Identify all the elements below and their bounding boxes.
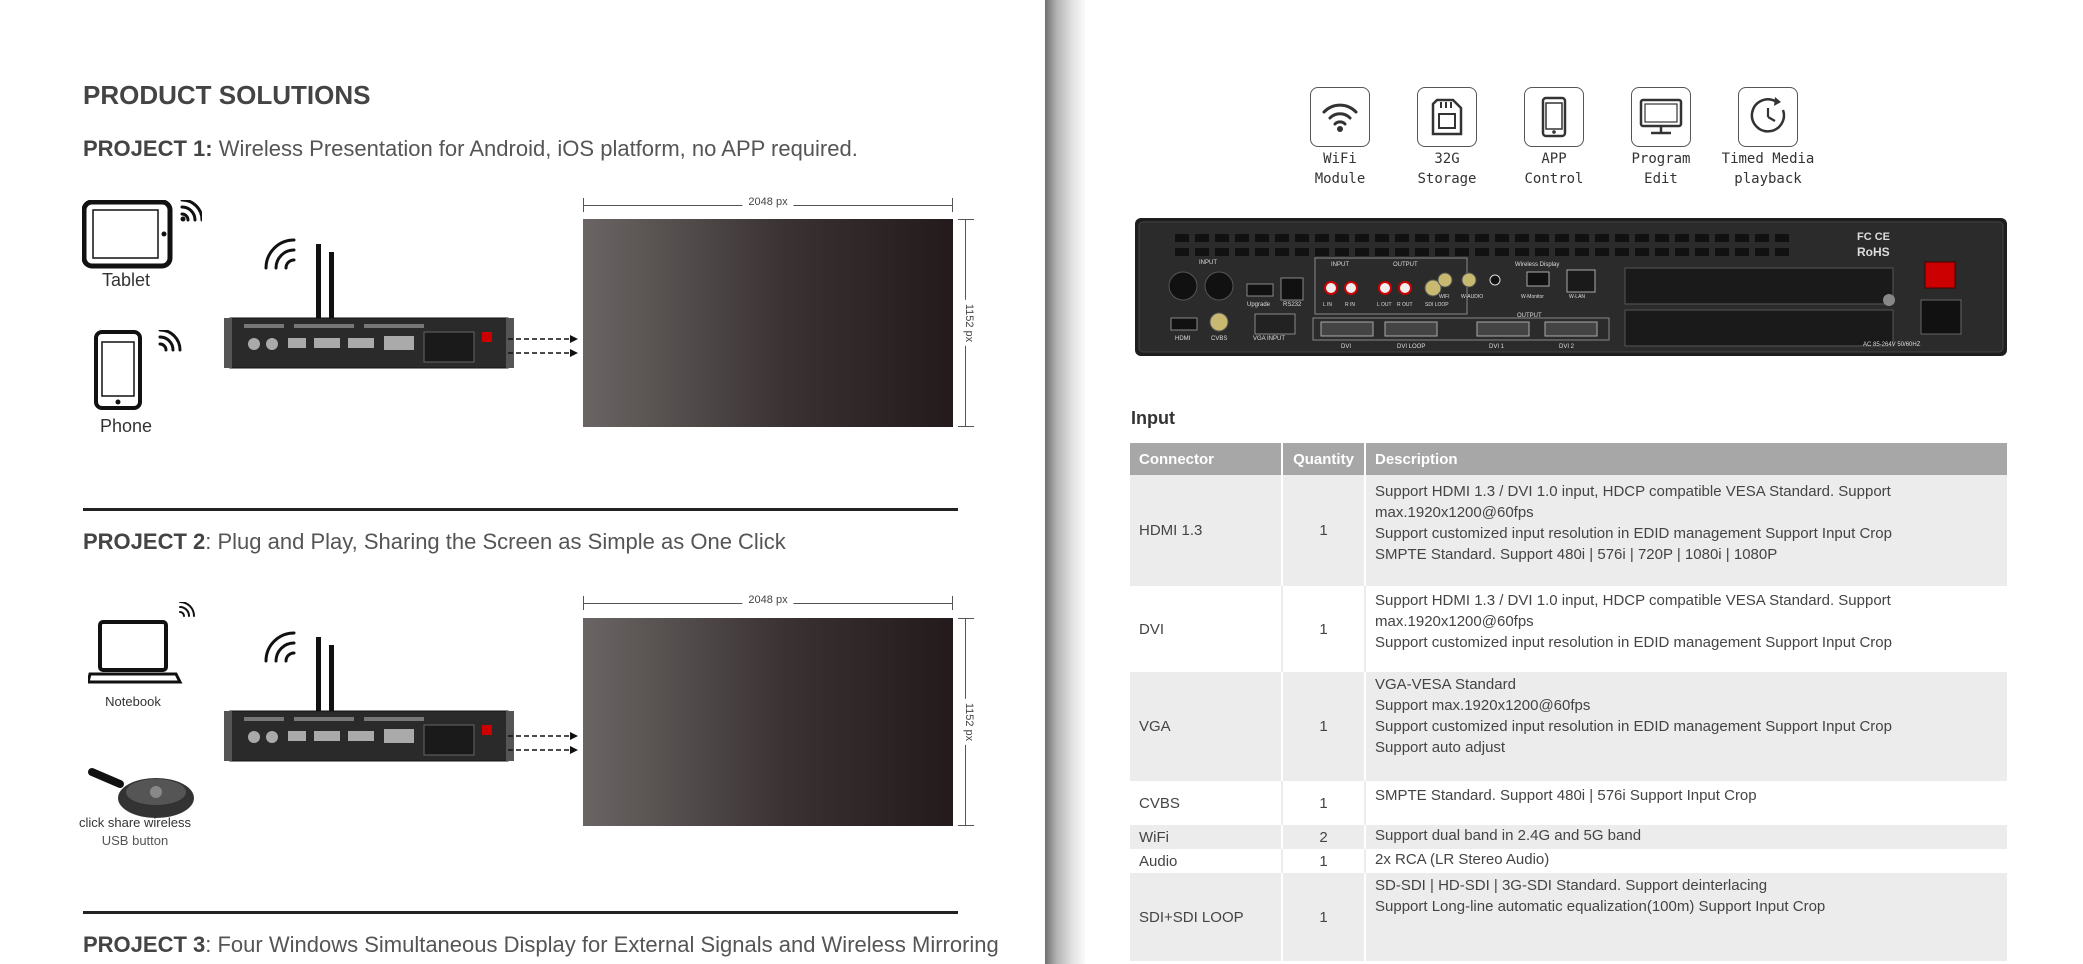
description-cell: Support dual band in 2.4G and 5G band: [1365, 825, 2007, 849]
quantity-cell: 1: [1282, 781, 1365, 825]
svg-text:DVI 2: DVI 2: [1559, 344, 1575, 350]
svg-text:AC 85-264V 50/60HZ: AC 85-264V 50/60HZ: [1863, 342, 1921, 348]
book-gutter: [1045, 0, 1085, 964]
description-cell: 2x RCA (LR Stereo Audio): [1365, 849, 2007, 873]
processor-device-icon: [224, 625, 514, 770]
description-cell: SMPTE Standard. Support 480i | 576i Support Input Crop: [1365, 781, 2007, 825]
description-cell: Support HDMI 1.3 / DVI 1.0 input, HDCP compatible VESA Standard. Support max.1920x1200@60fps Support customized input resolution in EDID management Support Input Crop SMPTE Standard. Support 480i | 576i | 720P | 1080i | 1080P: [1365, 475, 2007, 586]
svg-text:L IN: L IN: [1323, 302, 1332, 308]
svg-text:DVI: DVI: [1341, 344, 1352, 350]
section-divider: [83, 508, 958, 511]
notebook-label: Notebook: [105, 694, 161, 709]
svg-text:HDMI: HDMI: [1175, 336, 1191, 342]
phone-icon: [94, 330, 184, 412]
table-row: [1130, 849, 2007, 873]
svg-text:RoHS: RoHS: [1857, 245, 1890, 259]
connector-cell: VGA: [1130, 672, 1282, 781]
width-dimension: 2048 px: [583, 198, 953, 212]
timer-icon: [1747, 96, 1789, 138]
feature-timed-media: Timed Media playback: [1738, 87, 1798, 189]
height-dimension: 1152 px: [958, 618, 974, 826]
quantity-cell: 1: [1282, 475, 1365, 586]
svg-text:WIFI: WIFI: [1439, 294, 1450, 300]
table-row: [1130, 781, 2007, 825]
phone-label: Phone: [99, 416, 153, 436]
column-header-connector: Connector: [1130, 443, 1282, 475]
width-dimension: 2048 px: [583, 596, 953, 610]
section-divider: [83, 911, 958, 914]
svg-text:INPUT: INPUT: [1331, 262, 1349, 268]
connector-cell: SDI+SDI LOOP: [1130, 873, 1282, 961]
quantity-cell: 1: [1282, 849, 1365, 873]
monitor-icon: [1639, 98, 1683, 136]
page-heading: PRODUCT SOLUTIONS: [83, 80, 371, 110]
rear-panel-image: [1135, 218, 2007, 356]
connector-cell: DVI: [1130, 586, 1282, 672]
connector-cell: HDMI 1.3: [1130, 475, 1282, 586]
svg-text:W-LAN: W-LAN: [1569, 294, 1586, 300]
clickshare-button-icon: [86, 762, 196, 820]
svg-text:DVI LOOP: DVI LOOP: [1397, 344, 1426, 350]
table-row: [1130, 672, 2007, 781]
input-spec-table: [1130, 443, 2007, 961]
quantity-cell: 2: [1282, 825, 1365, 849]
project-1-title: PROJECT 1: Wireless Presentation for Android, iOS platform, no APP required.: [83, 136, 858, 161]
table-row: [1130, 475, 2007, 586]
table-row: [1130, 873, 2007, 961]
svg-text:W-Monitor: W-Monitor: [1521, 294, 1544, 300]
description-cell: Support HDMI 1.3 / DVI 1.0 input, HDCP compatible VESA Standard. Support max.1920x1200@60fps Support customized input resolution in EDID management Support Input Crop: [1365, 586, 2007, 672]
led-screen-2: [583, 618, 953, 826]
quantity-cell: 1: [1282, 873, 1365, 961]
clickshare-label-line2: USB button: [101, 833, 169, 848]
connection-arrows: [508, 333, 578, 359]
wifi-icon: [1320, 100, 1360, 134]
tablet-label: Tablet: [101, 270, 151, 290]
feature-program-edit: Program Edit: [1631, 87, 1691, 189]
svg-text:Upgrade: Upgrade: [1247, 302, 1271, 308]
feature-storage: 32G Storage: [1417, 87, 1477, 189]
tablet-icon: [82, 200, 202, 272]
smartphone-icon: [1541, 96, 1567, 138]
table-row: [1130, 586, 2007, 672]
connector-cell: WiFi: [1130, 825, 1282, 849]
svg-text:SDI LOOP: SDI LOOP: [1425, 302, 1449, 308]
led-screen-1: [583, 219, 953, 427]
svg-text:OUTPUT: OUTPUT: [1517, 313, 1542, 319]
project-2-title: PROJECT 2: Plug and Play, Sharing the Screen as Simple as One Click: [83, 529, 786, 554]
clickshare-label-line1: click share wireless: [79, 815, 191, 830]
table-row: [1130, 825, 2007, 849]
connector-cell: CVBS: [1130, 781, 1282, 825]
processor-device-icon: [224, 232, 514, 377]
svg-text:W-AUDIO: W-AUDIO: [1461, 294, 1484, 300]
svg-text:VGA INPUT: VGA INPUT: [1253, 336, 1286, 342]
svg-text:CVBS: CVBS: [1211, 336, 1228, 342]
sd-card-icon: [1431, 98, 1463, 136]
svg-text:INPUT: INPUT: [1199, 260, 1217, 266]
connection-arrows: [508, 730, 578, 756]
input-section-title: Input: [1131, 408, 1175, 428]
column-header-quantity: Quantity: [1282, 443, 1365, 475]
table-header-row: [1130, 443, 2007, 475]
svg-text:RS232: RS232: [1283, 302, 1302, 308]
quantity-cell: 1: [1282, 586, 1365, 672]
svg-text:OUTPUT: OUTPUT: [1393, 262, 1418, 268]
project-3-title: PROJECT 3: Four Windows Simultaneous Display for External Signals and Wireless Mirroring: [83, 932, 999, 957]
svg-text:R IN: R IN: [1345, 302, 1355, 308]
svg-text:FC CE: FC CE: [1857, 231, 1890, 243]
svg-text:DVI 1: DVI 1: [1489, 344, 1505, 350]
connector-cell: Audio: [1130, 849, 1282, 873]
description-cell: SD-SDI | HD-SDI | 3G-SDI Standard. Support deinterlacing Support Long-line automatic equalization(100m) Support Input Crop: [1365, 873, 2007, 961]
feature-wifi: WiFi Module: [1310, 87, 1370, 189]
svg-text:L OUT: L OUT: [1377, 302, 1392, 308]
notebook-icon: [88, 602, 198, 692]
feature-app-control: APP Control: [1524, 87, 1584, 189]
svg-text:Wireless Display: Wireless Display: [1515, 262, 1560, 268]
quantity-cell: 1: [1282, 672, 1365, 781]
column-header-description: Description: [1365, 443, 2007, 475]
svg-text:R OUT: R OUT: [1397, 302, 1413, 308]
description-cell: VGA-VESA Standard Support max.1920x1200@60fps Support customized input resolution in EDID management Support Input Crop Support auto adjust: [1365, 672, 2007, 781]
height-dimension: 1152 px: [958, 219, 974, 427]
